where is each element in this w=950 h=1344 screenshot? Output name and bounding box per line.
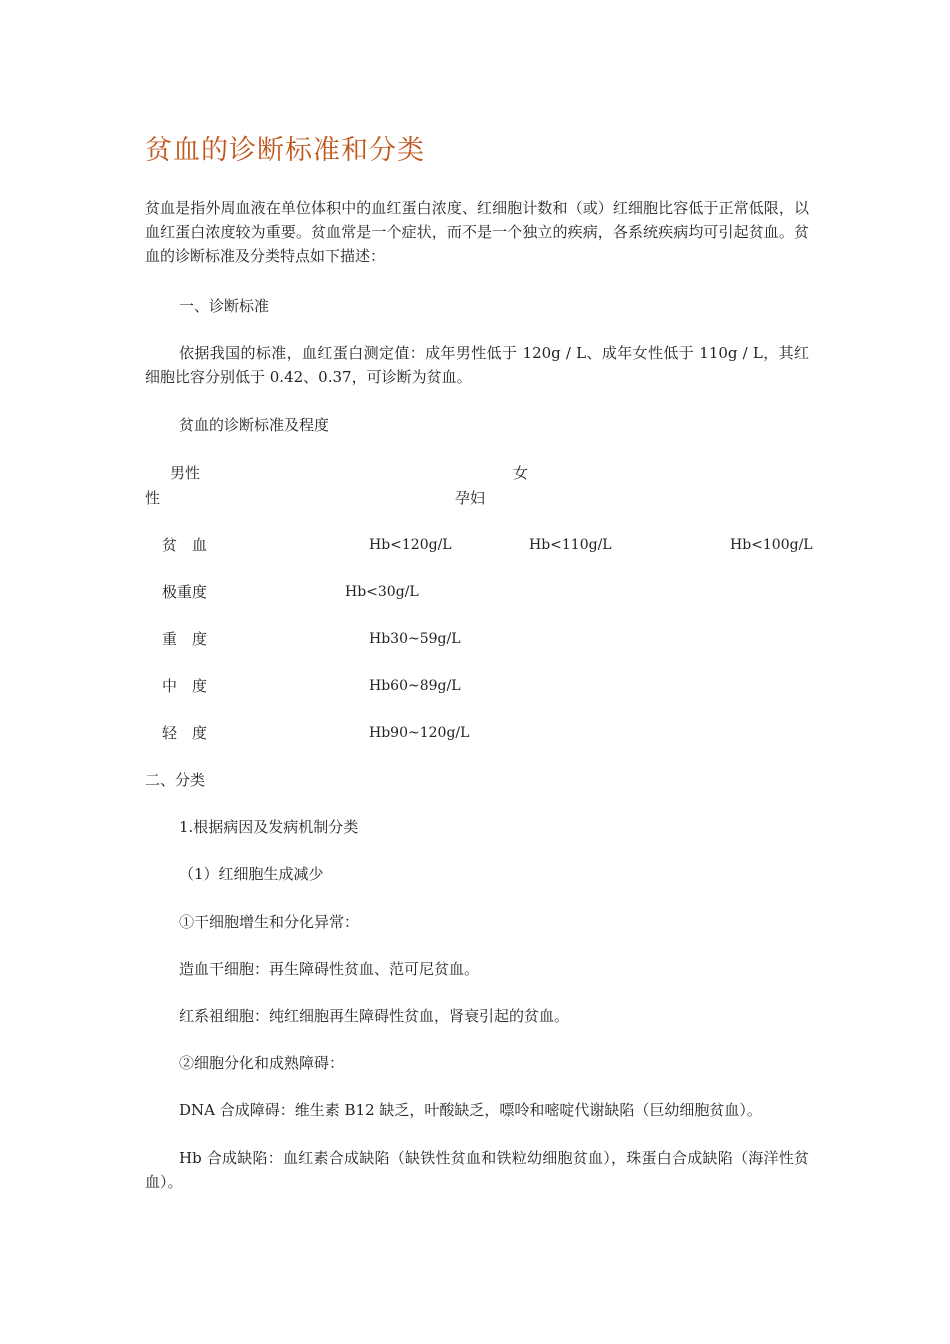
header-female: 女 <box>513 464 529 482</box>
row-label-mild: 轻 度 <box>162 724 208 742</box>
section2-item2-b: Hb 合成缺陷：血红素合成缺陷（缺铁性贫血和铁粒幼细胞贫血），珠蛋白合成缺陷（海洋性贫血）。 <box>145 1149 809 1191</box>
section2-item1-a: 造血干细胞：再生障碍性贫血、范可尼贫血。 <box>179 960 480 978</box>
document-title: 贫血的诊断标准和分类 <box>145 135 425 166</box>
section1-heading: 一、诊断标准 <box>179 297 270 315</box>
intro-paragraph: 贫血是指外周血液在单位体积中的血红蛋白浓度、红细胞计数和（或）红细胞比容低于正常低限，以血红蛋白浓度较为重要。贫血常是一个症状，而不是一个独立的疾病，各系统疾病均可引起贫血。贫血的诊断标准及分类特点如下描述： <box>145 199 809 265</box>
row-label-anemia: 贫 血 <box>162 536 208 554</box>
section2-item1-b: 红系祖细胞：纯红细胞再生障碍性贫血，肾衰引起的贫血。 <box>179 1007 570 1025</box>
header-female-continued: 性 <box>145 489 161 507</box>
section2-item2: ②细胞分化和成熟障碍： <box>179 1054 345 1072</box>
row-anemia-male: Hb<120g/L <box>369 537 452 553</box>
row-label-very-severe: 极重度 <box>162 583 208 601</box>
header-pregnant: 孕妇 <box>455 489 486 507</box>
row-label-moderate: 中 度 <box>162 677 208 695</box>
row-moderate-value: Hb60~89g/L <box>369 678 461 694</box>
section1-paragraph: 依据我国的标准，血红蛋白测定值：成年男性低于 120g / L、成年女性低于 110g / L，其红细胞比容分别低于 0.42、0.37，可诊断为贫血。 <box>145 344 809 386</box>
row-anemia-pregnant: Hb<100g/L <box>730 537 813 553</box>
section2-item1: ①干细胞增生和分化异常： <box>179 913 360 931</box>
header-male: 男性 <box>170 464 201 482</box>
section2-item2-a: DNA 合成障碍：维生素 B12 缺乏，叶酸缺乏，嘌呤和嘧啶代谢缺陷（巨幼细胞贫血）。 <box>179 1101 762 1119</box>
section2-heading: 二、分类 <box>145 771 206 789</box>
section2-sub1: 1.根据病因及发病机制分类 <box>179 818 359 836</box>
row-label-severe: 重 度 <box>162 630 208 648</box>
row-mild-value: Hb90~120g/L <box>369 725 470 741</box>
row-severe-value: Hb30~59g/L <box>369 631 461 647</box>
row-anemia-female: Hb<110g/L <box>529 537 612 553</box>
row-very-severe-value: Hb<30g/L <box>345 584 419 600</box>
table-caption: 贫血的诊断标准及程度 <box>179 416 330 434</box>
section2-sub1-1: （1）红细胞生成减少 <box>179 865 324 883</box>
